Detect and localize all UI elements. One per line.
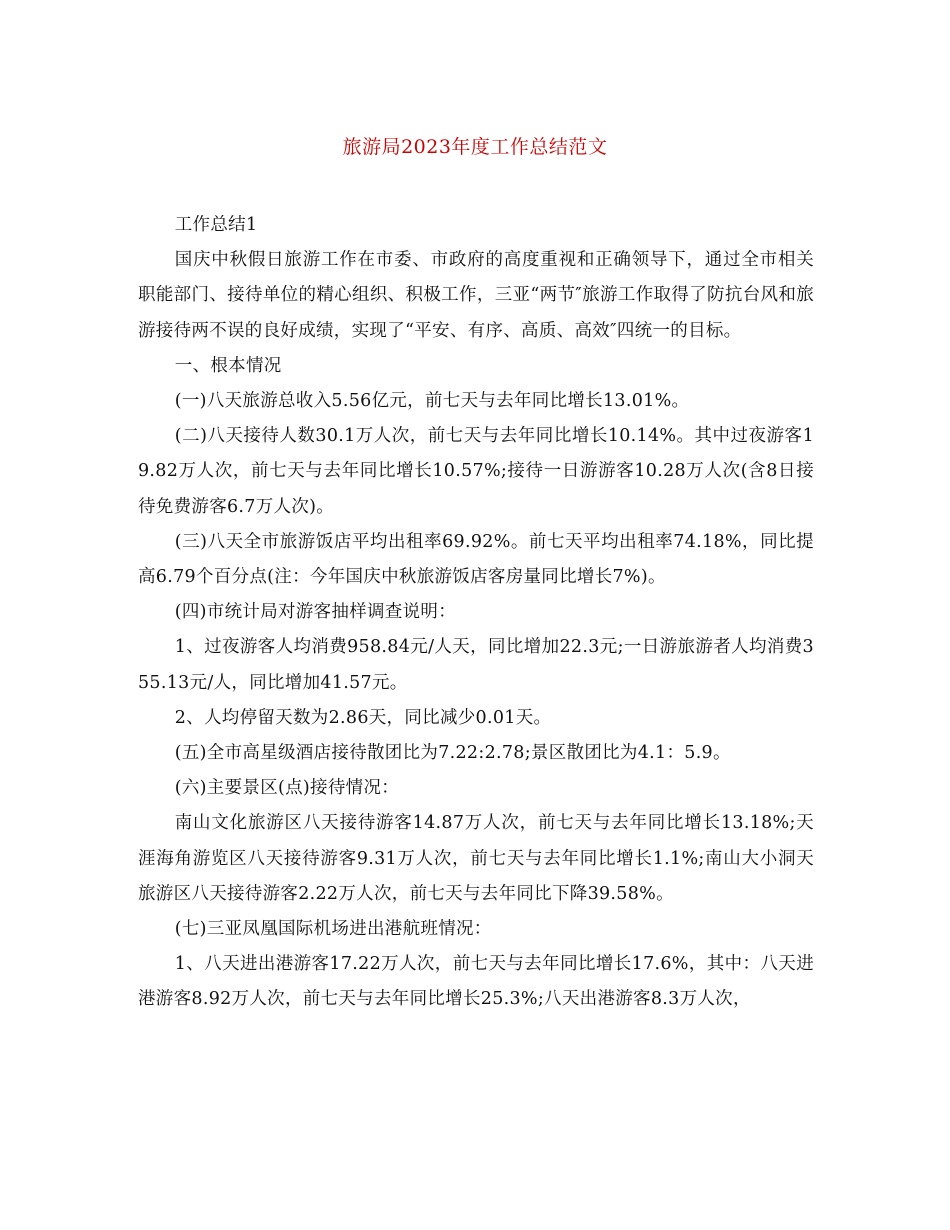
intro-paragraph: 国庆中秋假日旅游工作在市委、市政府的高度重视和正确领导下，通过全市相关职能部门、接待单位的精心组织、积极工作，三亚“两节″旅游工作取得了防抗台风和旅游接待两不误的良好成绩，实现了“平安、有序、高质、高效″四统一的目标。 (138, 250, 814, 341)
section-heading: 工作总结1 (174, 215, 258, 235)
paragraph-scenic-heading: (六)主要景区(点)接待情况： (174, 778, 400, 799)
paragraph-revenue: (一)八天旅游总收入5.56亿元，前七天与去年同比增长13.01%。 (174, 391, 690, 412)
document-title: 旅游局2023年度工作总结范文 (342, 136, 608, 158)
document-body (138, 208, 814, 1018)
paragraph-survey-heading: (四)市统计局对游客抽样调查说明： (174, 602, 457, 623)
section-heading: 一、根本情况 (174, 355, 282, 376)
paragraph-stay-days: 2、人均停留天数为2.86天，同比减少0.01天。 (174, 707, 552, 728)
paragraph-visitors: (二)八天接待人数30.1万人次，前七天与去年同比增长10.14%。其中过夜游客19.82万人次，前七天与去年同比增长10.57%;接待一日游游客10.28万人次(含8日接待免费游客6.7万人次)。 (138, 426, 814, 517)
paragraph-scenic-detail: 南山文化旅游区八天接待游客14.87万人次，前七天与去年同比增长13.18%;天涯海角游览区八天接待游客9.31万人次，前七天与去年同比增长1.1%;南山大小洞天旅游区八天接待游客2.22万人次，前七天与去年同比下降39.58%。 (138, 813, 814, 904)
paragraph-airport-heading: (七)三亚凤凰国际机场进出港航班情况： (174, 919, 492, 940)
paragraph-spending: 1、过夜游客人均消费958.84元/人天，同比增加22.3元;一日游旅游者人均消费355.13元/人，同比增加41.57元。 (138, 637, 814, 693)
paragraph-group-ratio: (五)全市高星级酒店接待散团比为7.22:2.78;景区散团比为4.1：5.9。 (174, 743, 731, 764)
paragraph-hotel-occupancy: (三)八天全市旅游饭店平均出租率69.92%。前七天平均出租率74.18%，同比提高6.79个百分点(注：今年国庆中秋旅游饭店客房量同比增长7%)。 (138, 531, 814, 588)
paragraph-airport-detail: 1、八天进出港游客17.22万人次，前七天与去年同比增长17.6%，其中：八天进港游客8.92万人次，前七天与去年同比增长25.3%;八天出港游客8.3万人次， (138, 954, 814, 1010)
